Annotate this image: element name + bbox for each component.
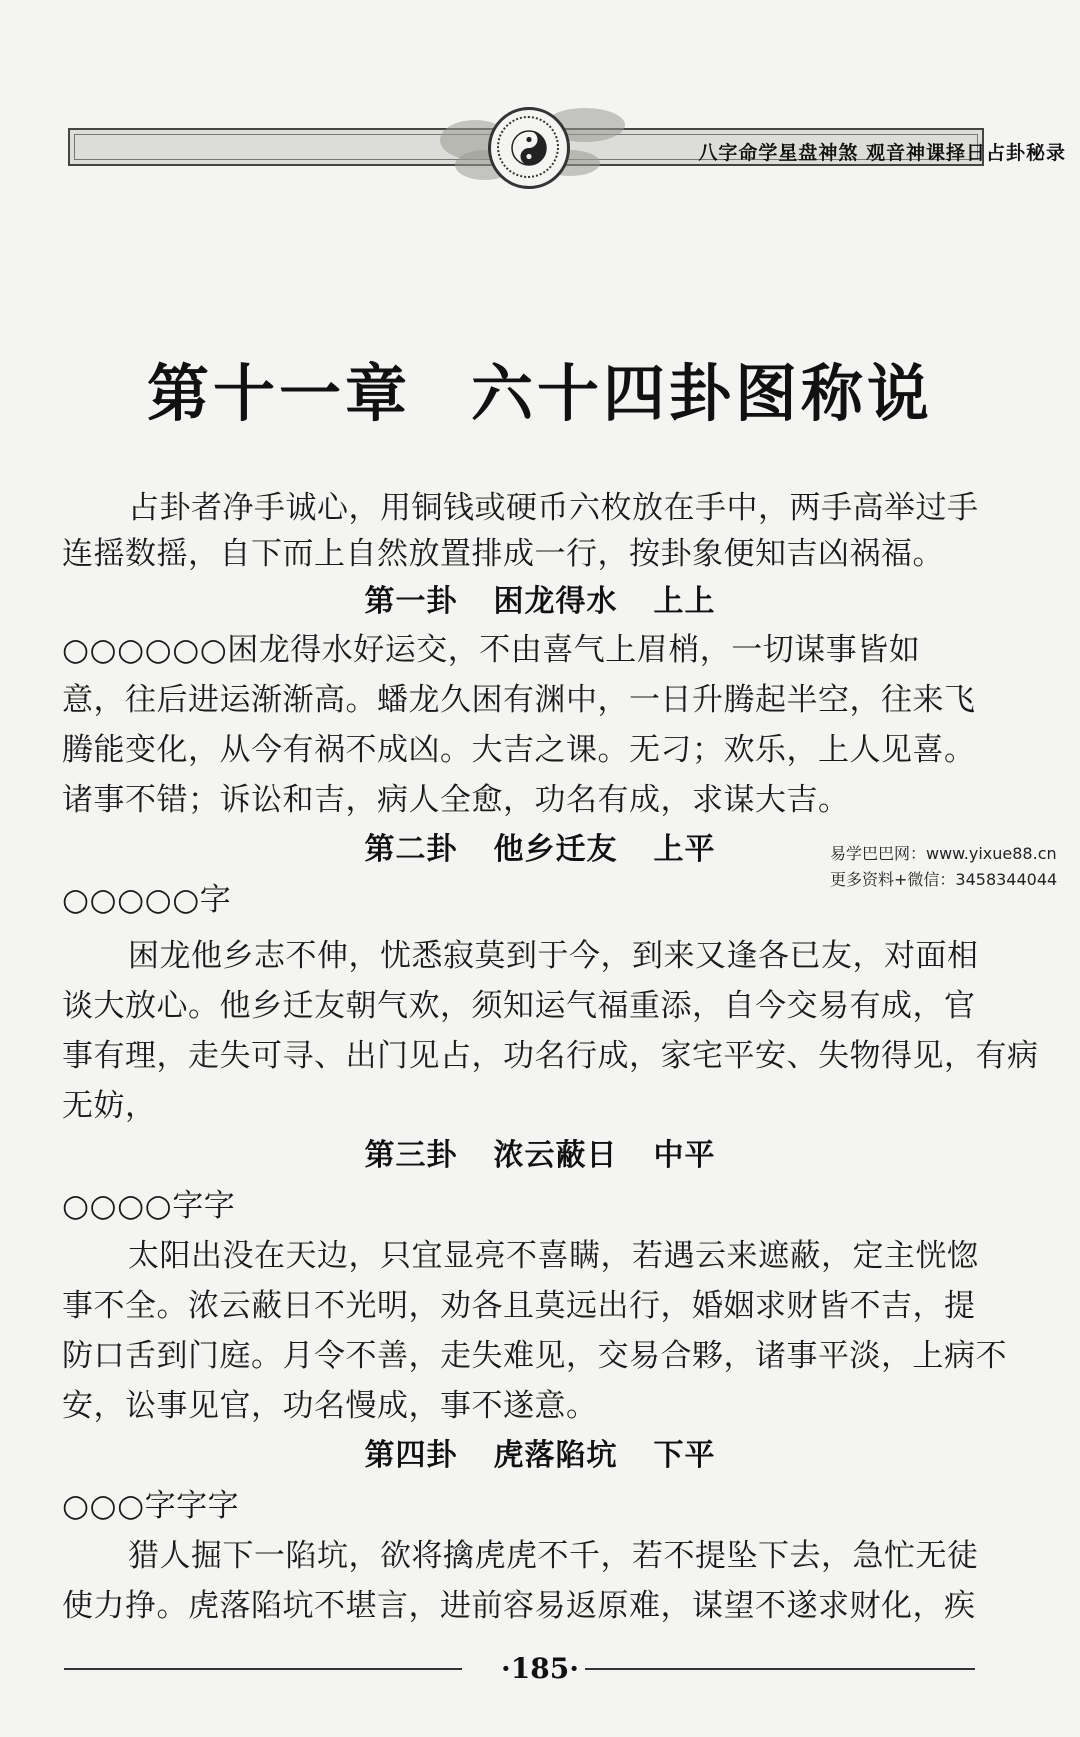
gua-1-text-line: 腾能变化，从今有祸不成凶。大吉之课。无刁；欢乐，上人见喜。 [62,732,976,768]
gua-grade: 下平 [653,1438,716,1473]
gua-2-text-line: 事有理，走失可寻、出门见占，功名行成，家宅平安、失物得见，有病 [62,1038,1039,1074]
intro-line-1: 占卦者净手诚心，用铜钱或硬币六枚放在手中，两手高举过手 [128,490,979,526]
watermark-site: 易学巴巴网：www.yixue88.cn [830,844,1057,863]
gua-order: 第四卦 [364,1438,458,1473]
watermark-contact: 更多资料+微信：3458344044 [830,870,1058,889]
gua-2-pattern-line: ○○○○○字 [62,882,232,918]
bagua-emblem-icon [488,107,570,189]
gua-name: 浓云蔽日 [493,1138,618,1173]
gua-order: 第二卦 [364,832,458,867]
gua-1-text-line: 诸事不错；诉讼和吉，病人全愈，功名有成，求谋大吉。 [62,782,850,818]
gua-1-text-line: 意，往后进运渐渐高。蟠龙久困有渊中，一日升腾起半空，往来飞 [62,682,976,718]
gua-name: 困龙得水 [493,584,618,619]
gua-4-text-line: 使力挣。虎落陷坑不堪言，进前容易返原难，谋望不遂求财化，疾 [62,1588,976,1624]
gua-grade: 上平 [653,832,716,867]
gua-heading-3 [0,1136,1080,1176]
gua-3-pattern-line: ○○○○字字 [62,1188,236,1224]
gua-heading-4 [0,1436,1080,1476]
gua-2-text-line: 无妨， [62,1088,157,1124]
gua-2-text-line: 困龙他乡志不伸，忧悉寂莫到于今，到来又逢各已友，对面相 [128,938,979,974]
chapter-heading [0,344,1080,433]
chapter-title: 六十四卦图称说 [471,357,934,430]
gua-name: 虎落陷坑 [493,1438,618,1473]
gua-2-text-line: 谈大放心。他乡迁友朝气欢，须知运气福重添，自今交易有成，官 [62,988,976,1024]
gua-3-text-line: 防口舌到门庭。月令不善，走失难见，交易合夥，诸事平淡，上病不 [62,1338,1007,1374]
gua-4-pattern-line: ○○○字字字 [62,1488,240,1524]
gua-grade: 中平 [653,1138,716,1173]
chapter-number: 第十一章 [146,357,411,430]
running-header-title: 八字命学星盘神煞 观音神课择日占卦秘录 [698,142,1066,164]
gua-grade: 上上 [653,584,716,619]
intro-line-2: 连摇数摇，自下而上自然放置排成一行，按卦象便知吉凶祸福。 [62,536,944,572]
gua-heading-1 [0,582,1080,622]
gua-order: 第三卦 [364,1138,458,1173]
gua-4-text-line: 猎人掘下一陷坑，欲将擒虎虎不千，若不提坠下去，急忙无徒 [128,1538,979,1574]
gua-3-text-line: 事不全。浓云蔽日不光明，劝各且莫远出行，婚姻求财皆不吉，提 [62,1288,976,1324]
yin-yang-icon [511,130,547,166]
gua-name: 他乡迁友 [493,832,618,867]
page-number: ·185· [501,1652,579,1685]
gua-3-text-line: 太阳出没在天边，只宜显亮不喜瞒，若遇云来遮蔽，定主恍惚 [128,1238,979,1274]
gua-3-text-line: 安，讼事见官，功名慢成，事不遂意。 [62,1388,598,1424]
gua-order: 第一卦 [364,584,458,619]
gua-1-pattern-line: ○○○○○○困龙得水好运交，不由喜气上眉梢，一切谋事皆如 [62,632,921,668]
